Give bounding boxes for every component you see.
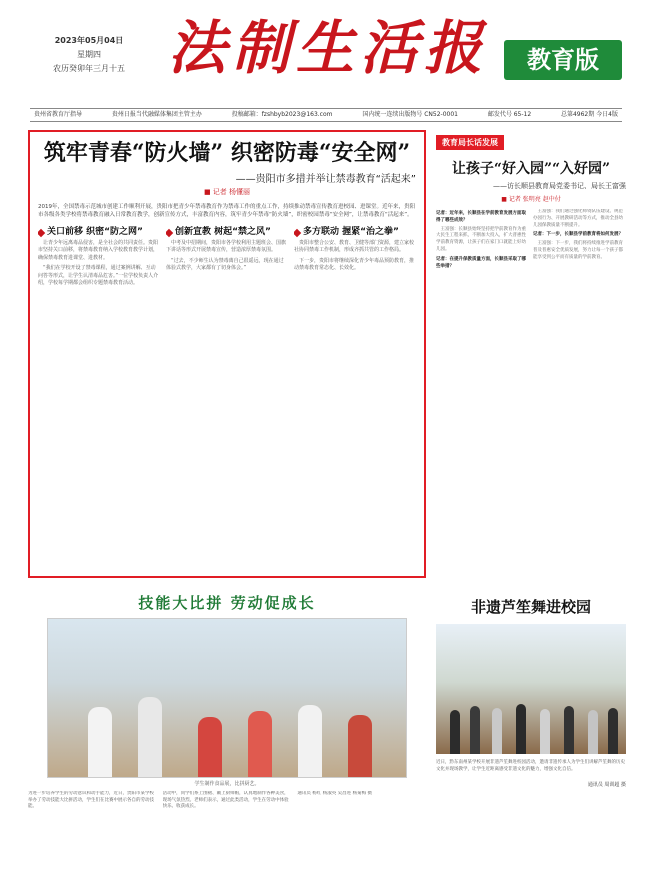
column-tag: 教育局长话发展 <box>436 135 504 150</box>
section-heading: 关口前移 织密“防之网” <box>38 229 160 237</box>
feature-subtitle: ——贵阳市多措并举让禁毒教育“活起来” <box>235 174 416 185</box>
interview-column <box>436 209 529 588</box>
lunar-date: 农历癸卯年三月十五 <box>53 64 125 73</box>
interview-title: 让孩子“好入园”“入好园” <box>451 161 611 177</box>
student-figure <box>198 717 222 777</box>
photo-feature-title: 技能大比拼 劳动促成长 <box>138 594 316 612</box>
paragraph: 中考及中招期间，贵阳市各学校利用主题班会、国旗下讲话等形式开展禁毒宣传，营造浓厚禁毒氛围。 <box>166 239 287 253</box>
photo-feature-text <box>28 791 426 861</box>
issue-weekday: 星期四 <box>77 50 101 59</box>
cooking-contest-photo <box>47 618 407 778</box>
dancer-figure <box>564 706 574 754</box>
publication-info-bar <box>30 108 622 122</box>
paragraph: 让青少年远离毒品侵害，是全社会的共同责任。贵阳市坚持关口前移，将禁毒教育纳入学校教育教学计划，确保禁毒教育进课堂、进教材。 <box>38 239 159 261</box>
feature-article <box>28 130 426 578</box>
paragraph: “过去，不少师生认为禁毒离自己很遥远，现在通过体验式教学，大家都有了切身体会。” <box>166 257 284 271</box>
lusheng-dance-photo <box>436 624 626 754</box>
dancer-figure <box>540 709 550 754</box>
info-guide: 贵州省教育厅指导 <box>34 111 83 118</box>
interview-column <box>533 209 626 588</box>
chef-figure <box>88 707 112 777</box>
feature-column <box>38 225 160 291</box>
answer: 王富强：我们通过强化师资队伍建设、规范办园行为、开展教研活动等方式，推动全县幼儿园保教质量不断提升。 <box>533 209 623 228</box>
section-heading: 创新宣教 树起“禁之风” <box>166 229 288 237</box>
dancer-figure <box>450 710 460 754</box>
paragraph: 下一步，贵阳市将继续深化青少年毒品预防教育，推动禁毒教育常态化、长效化。 <box>294 257 415 271</box>
feature-lead: 2019年，全国禁毒示范城市创建工作顺利开展，贵阳市把青少年禁毒教育作为禁毒工作的重点工作，持续推动禁毒宣传教育进校园、进课堂。近年来，贵阳市各级各类学校将禁毒教育融入日常教育教学，创新宣传方式，丰富教育内容，筑牢青少年禁毒“防火墙”，织密校园禁毒“安全网”，让禁毒教育“活起来”。 <box>38 204 416 218</box>
section-heading: 多方联动 握紧“治之拳” <box>294 229 416 237</box>
dancer-figure <box>588 710 598 754</box>
student-figure <box>348 715 372 777</box>
info-postal-code: 邮发代号 65-12 <box>487 111 532 118</box>
lusheng-feature <box>436 596 626 862</box>
diamond-icon <box>38 229 45 237</box>
feature-columns <box>38 225 416 291</box>
lusheng-title: 非遗芦笙舞进校园 <box>470 598 591 616</box>
photo-feature <box>28 592 426 862</box>
dancer-figure <box>516 704 526 754</box>
date-block <box>44 34 134 76</box>
paragraph: “我们在学校开设了禁毒课程，通过案例讲解、互动问答等形式，让学生认清毒品危害。”一位学校负责人介绍，学校每学期都会组织专题禁毒教育活动。 <box>38 265 159 286</box>
answer: 王富强：长顺县始终坚持把学前教育作为重大民生工程来抓，不断加大投入，扩大普惠性学前教育资源，让孩子们在家门口就能上好幼儿园。 <box>436 226 526 252</box>
info-email: 投稿邮箱：fzshbyb2023@163.com <box>231 111 333 118</box>
chef-figure <box>138 697 162 777</box>
diamond-icon <box>294 229 301 237</box>
dancer-figure <box>492 708 502 754</box>
feature-author: ■ 记者 杨懂丽 <box>203 188 251 196</box>
question: 记者：下一步，长顺县学前教育将如何发展？ <box>533 232 623 238</box>
photo-feature-column: 活动中，同学们系上围裙、戴上厨师帽，认真地制作各种美食，现场气氛热烈。老师们表示，通过此类活动，学生在劳动中体验快乐、收获成长。 <box>162 791 289 809</box>
diamond-icon <box>166 229 173 237</box>
answer: 王富强：下一步，我们将持续推进学前教育普及普惠安全优质发展，努力让每一个孩子都能享受到公平而有质量的学前教育。 <box>533 241 623 260</box>
info-issue-number: 总第4962期 今日4版 <box>560 111 618 118</box>
question: 记者：在提升保教质量方面，长顺县采取了哪些举措？ <box>436 256 526 269</box>
photo-caption: 学生制作食品展，比拼厨艺。 <box>194 781 260 787</box>
lusheng-text: 近日，黔东南州某学校开展非遗芦笙舞进校园活动，邀请非遗传承人为学生们讲解芦笙舞的历史文化并现场教学，让学生近距离感受非遗文化的魅力，增强文化自信。 <box>436 760 625 772</box>
interview-subtitle: ——访长顺县教育局党委书记、局长王富强 <box>493 182 626 190</box>
edition-badge: 教育版 <box>504 40 622 80</box>
chef-figure <box>298 705 322 777</box>
photo-credit: 通讯员 杨红 杨淑英 吴昌进 杨菊梅 摄 <box>297 791 372 796</box>
issue-date: 2023年05月04日 <box>54 36 124 45</box>
info-cn-number: 国内统一连续出版物号 CN52-0001 <box>362 111 458 118</box>
question: 记者：近年来，长顺县在学前教育发展方面取得了哪些成效？ <box>436 211 526 223</box>
feature-column <box>166 225 288 291</box>
lusheng-credit: 通讯员 周训超 摄 <box>587 782 626 788</box>
interview-columns <box>436 209 626 588</box>
feature-column <box>294 225 416 291</box>
newspaper-logo: 法制生活报 <box>168 14 489 82</box>
interview-article <box>436 130 626 588</box>
dancer-figure <box>470 706 480 754</box>
feature-title: 筑牢青春“防火墙” 织密防毒“安全网” <box>43 140 411 166</box>
masthead <box>0 0 650 108</box>
dancer-figure <box>608 708 618 754</box>
student-figure <box>248 711 272 777</box>
info-sponsor: 贵州日报当代融媒体集团主管主办 <box>111 111 202 118</box>
interview-author: ■ 记者 张明亮 赵中付 <box>501 196 561 203</box>
photo-feature-column: 为进一步培养学生的劳动意识和动手能力，近日，贵阳市某学校举办了劳动技能大比拼活动，学生们在比赛中展示各自的劳动技能。 <box>28 791 154 809</box>
paragraph: 贵阳市整合公安、教育、卫健等部门资源，建立家校社协同禁毒工作机制，形成齐抓共管的工作格局。 <box>294 239 415 253</box>
